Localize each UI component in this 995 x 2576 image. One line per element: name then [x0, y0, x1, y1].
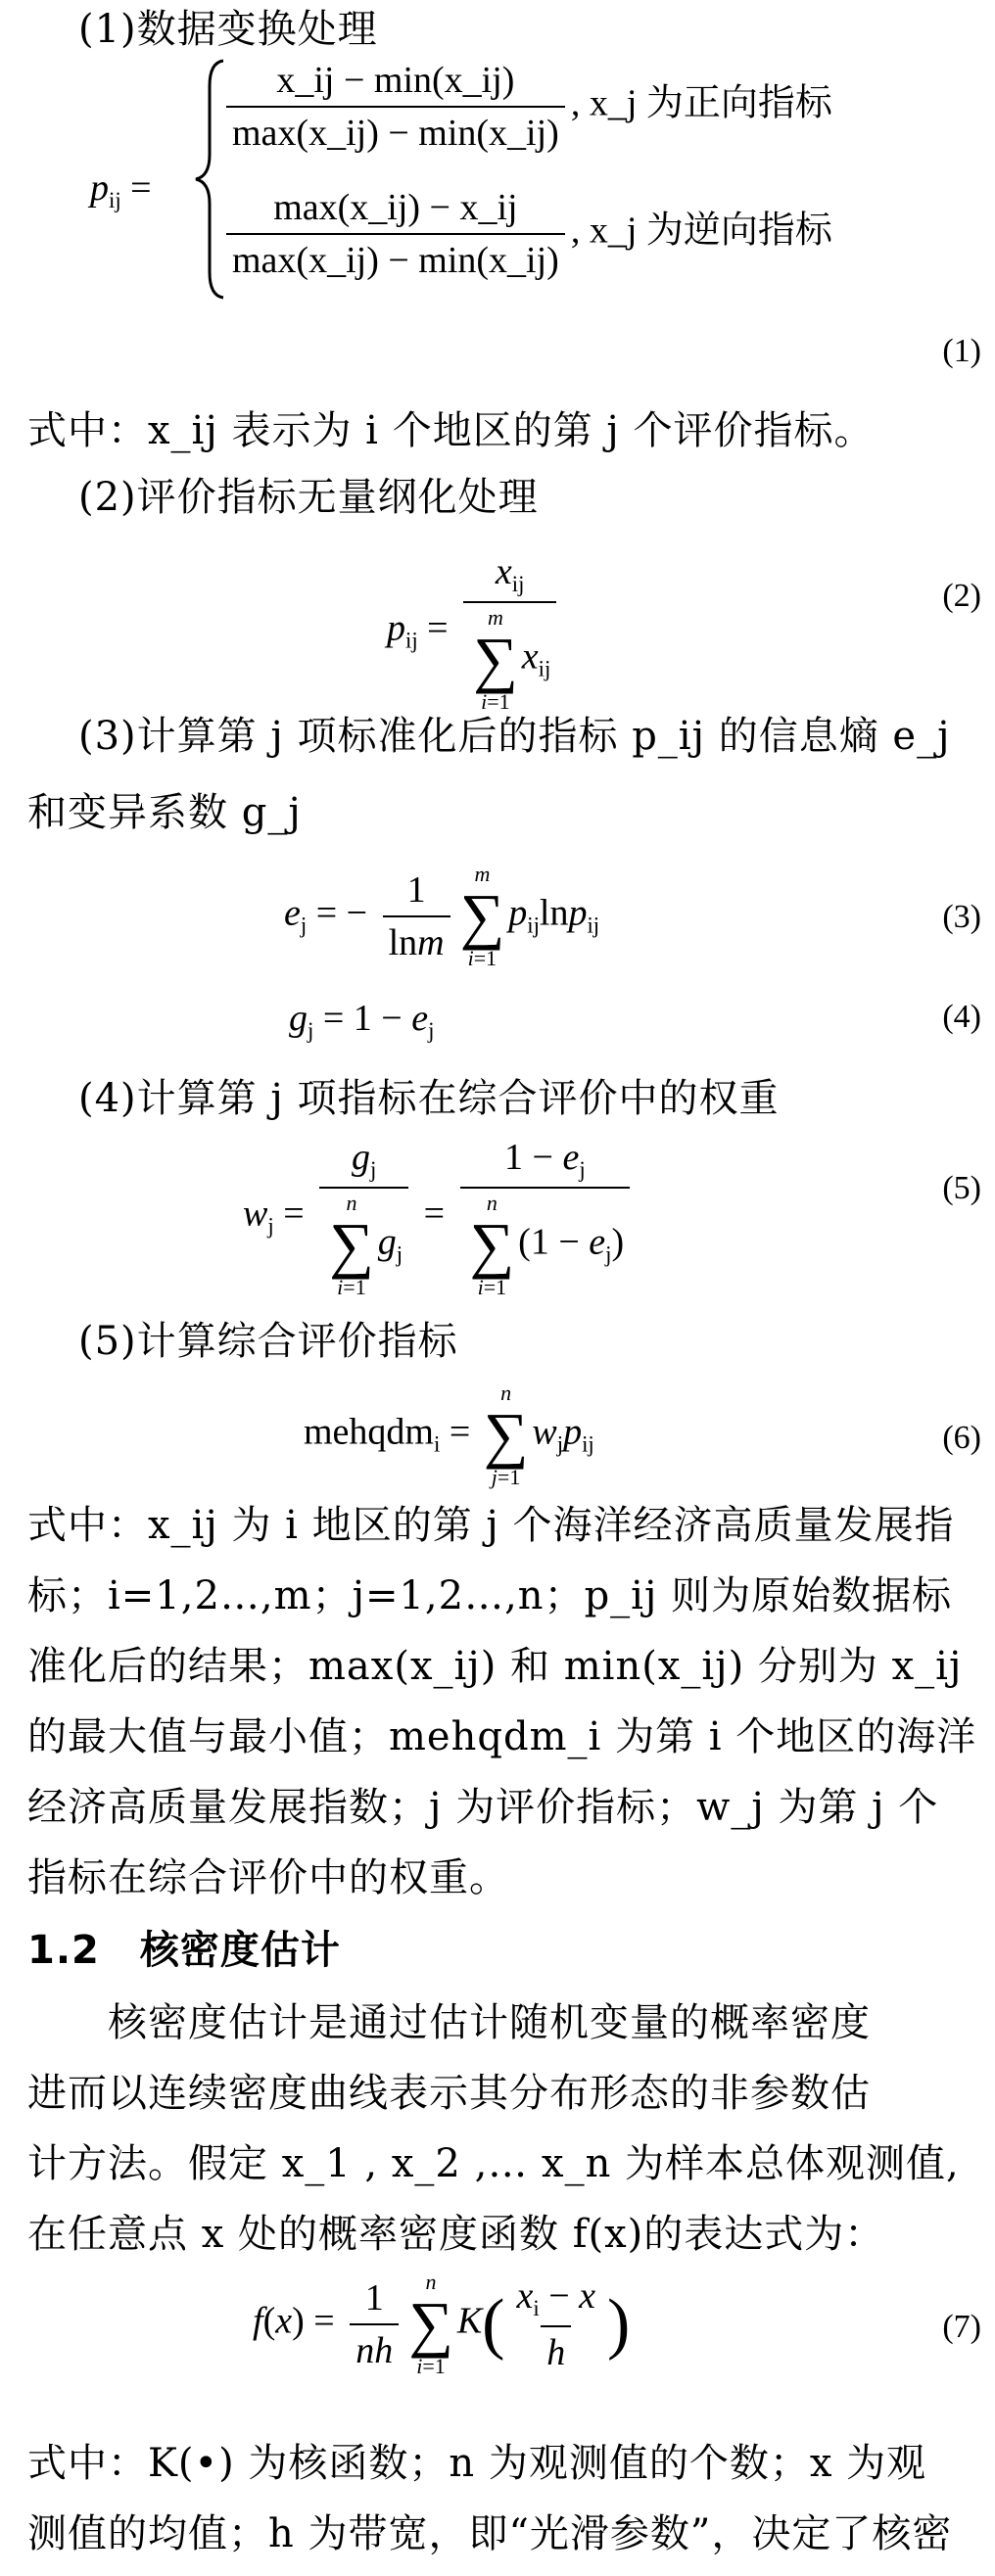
- eq1-case2-cond: , x_j 为逆向指标: [570, 210, 832, 252]
- eq1-lhs: $p_{ij}$ =: [90, 167, 152, 212]
- eq1-case1-num: x_ij − min(x_ij): [276, 60, 515, 101]
- eq6-body: mehqdm$_i$ = n ∑ j=1 $w_jp_{ij}$: [304, 1381, 594, 1489]
- eq5-number: (5): [942, 1170, 981, 1206]
- section-heading: 1.2 核密度估计: [27, 1928, 341, 1973]
- note1: 式中：x_ij 表示为 i 个地区的第 j 个评价指标。: [27, 408, 875, 453]
- step3-line2: 和变异系数 g_j: [27, 790, 302, 835]
- step1-title: (1)数据变换处理: [78, 7, 378, 52]
- para2-line: 在任意点 x 处的概率密度函数 f(x)的表达式为：: [27, 2212, 885, 2257]
- para1-line: 式中：x_ij 为 i 地区的第 j 个海洋经济高质量发展指: [27, 1503, 955, 1548]
- eq1-number: (1): [942, 333, 981, 369]
- para2-line: 核密度估计是通过估计随机变量的概率密度: [108, 2000, 871, 2045]
- eq3-body: $e_j$ = − $\frac{1}{\ln m}$ m ∑ i=1 $p_{ij}\ln p_{ij}$: [284, 862, 600, 970]
- step2-title: (2)评价指标无量纲化处理: [78, 475, 539, 520]
- eq5-body: $w_j$ = $g_j$ n ∑ i=1 $g_j$ = $1 - e_j$ n ∑ i=1 $(1 - e_j)$: [243, 1136, 636, 1298]
- para2-line: 计方法。假定 x_1 , x_2 ,… x_n 为样本总体观测值,: [27, 2141, 960, 2186]
- para1-line: 指标在综合评价中的权重。: [27, 1855, 509, 1900]
- para2-line: 进而以连续密度曲线表示其分布形态的非参数估: [27, 2071, 871, 2116]
- eq1-case1: [220, 59, 832, 155]
- para3-line: 式中：K(•) 为核函数；n 为观测值的个数；x 为观: [27, 2441, 927, 2486]
- para3-line: 测值的均值；h 为带宽，即“光滑参数”，决定了核密: [27, 2511, 953, 2556]
- para1-line: 标；i=1,2…,m；j=1,2…,n；p_ij 则为原始数据标: [27, 1573, 953, 1618]
- eq1-case2-den: max(x_ij) − min(x_ij): [226, 233, 565, 282]
- eq7-number: (7): [942, 2309, 981, 2345]
- eq2-number: (2): [942, 578, 981, 614]
- eq1-case1-cond: , x_j 为正向指标: [570, 82, 832, 124]
- eq3-number: (3): [942, 899, 981, 935]
- eq4-body: $g_j = 1 - e_j$: [289, 998, 435, 1043]
- para1-line: 经济高质量发展指数；j 为评价指标；w_j 为第 j 个: [27, 1785, 939, 1830]
- para1-line: 准化后的结果；max(x_ij) 和 min(x_ij) 分别为 x_ij: [27, 1644, 963, 1689]
- eq6-number: (6): [942, 1420, 981, 1456]
- eq7-body: f(x) = $\frac{1}{nh}$ n ∑ i=1 K( $\frac{x_i - x}{h}$ ): [253, 2270, 631, 2378]
- step4-title: (4)计算第 j 项指标在综合评价中的权重: [78, 1076, 780, 1121]
- eq1-case1-den: max(x_ij) − min(x_ij): [226, 106, 565, 155]
- eq2-body: $p_{ij}$ = $x_{ij}$ m ∑ i=1 $x_{ij}$: [387, 550, 562, 713]
- eq1-case2: [220, 186, 832, 282]
- para1-line: 的最大值与最小值；mehqdm_i 为第 i 个地区的海洋: [27, 1714, 977, 1759]
- eq1-case2-num: max(x_ij) − x_ij: [273, 187, 518, 228]
- step3-line1: (3)计算第 j 项标准化后的指标 p_ij 的信息熵 e_j: [78, 714, 951, 759]
- eq4-number: (4): [942, 999, 981, 1035]
- step5-title: (5)计算综合评价指标: [78, 1319, 458, 1364]
